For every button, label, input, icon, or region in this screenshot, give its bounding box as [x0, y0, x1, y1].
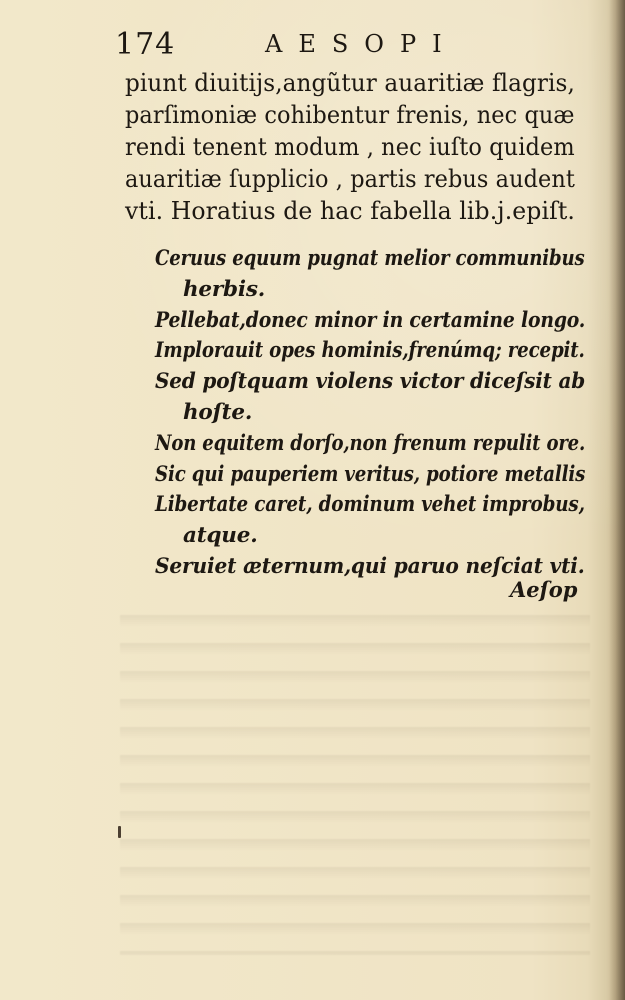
verse-line: Sic qui pauperiem veritus, potiore metallis [155, 461, 586, 487]
running-head [115, 24, 545, 66]
page-title: AESOPI [265, 30, 458, 58]
page-number: 174 [115, 27, 176, 62]
verse-line: Non equitem dorſo,non frenum repulit ore. [155, 430, 586, 456]
margin-mark [118, 826, 121, 838]
verse-line: Libertate caret, dominum vehet improbus, [155, 492, 585, 518]
show-through-text [120, 615, 590, 955]
prose-line: rendi tenent modum , nec iuſto quidem [125, 133, 575, 161]
verse-line: Ceruus equum pugnat melior communibus [155, 246, 585, 271]
verse-line: hoſte. [183, 399, 253, 425]
verse-line: Seruiet æternum,qui paruo neſciat vti. [155, 553, 585, 579]
prose-line: vti. Horatius de hac fabella lib.j.epiſt. [125, 197, 576, 225]
binding-shadow [609, 0, 625, 1000]
signature: Aeſop [510, 577, 578, 602]
prose-line: auaritiæ ſupplicio , partis rebus audent [125, 165, 575, 193]
verse-line: Implorauit opes hominis,frenúmq; recepit. [155, 338, 585, 364]
verse-block [155, 244, 585, 583]
prose-line: piunt diuitijs,angũtur auaritiæ flagris, [125, 69, 575, 97]
verse-line: herbis. [183, 276, 266, 302]
verse-line: Sed poſtquam violens victor diceſsit ab [155, 369, 586, 395]
verse-line: Pellebat,donec minor in certamine longo. [155, 307, 586, 333]
verse-line: atque. [183, 523, 258, 549]
commentary-block [125, 67, 575, 227]
prose-line: parſimoniæ cohibentur frenis, nec quæ [125, 101, 575, 129]
